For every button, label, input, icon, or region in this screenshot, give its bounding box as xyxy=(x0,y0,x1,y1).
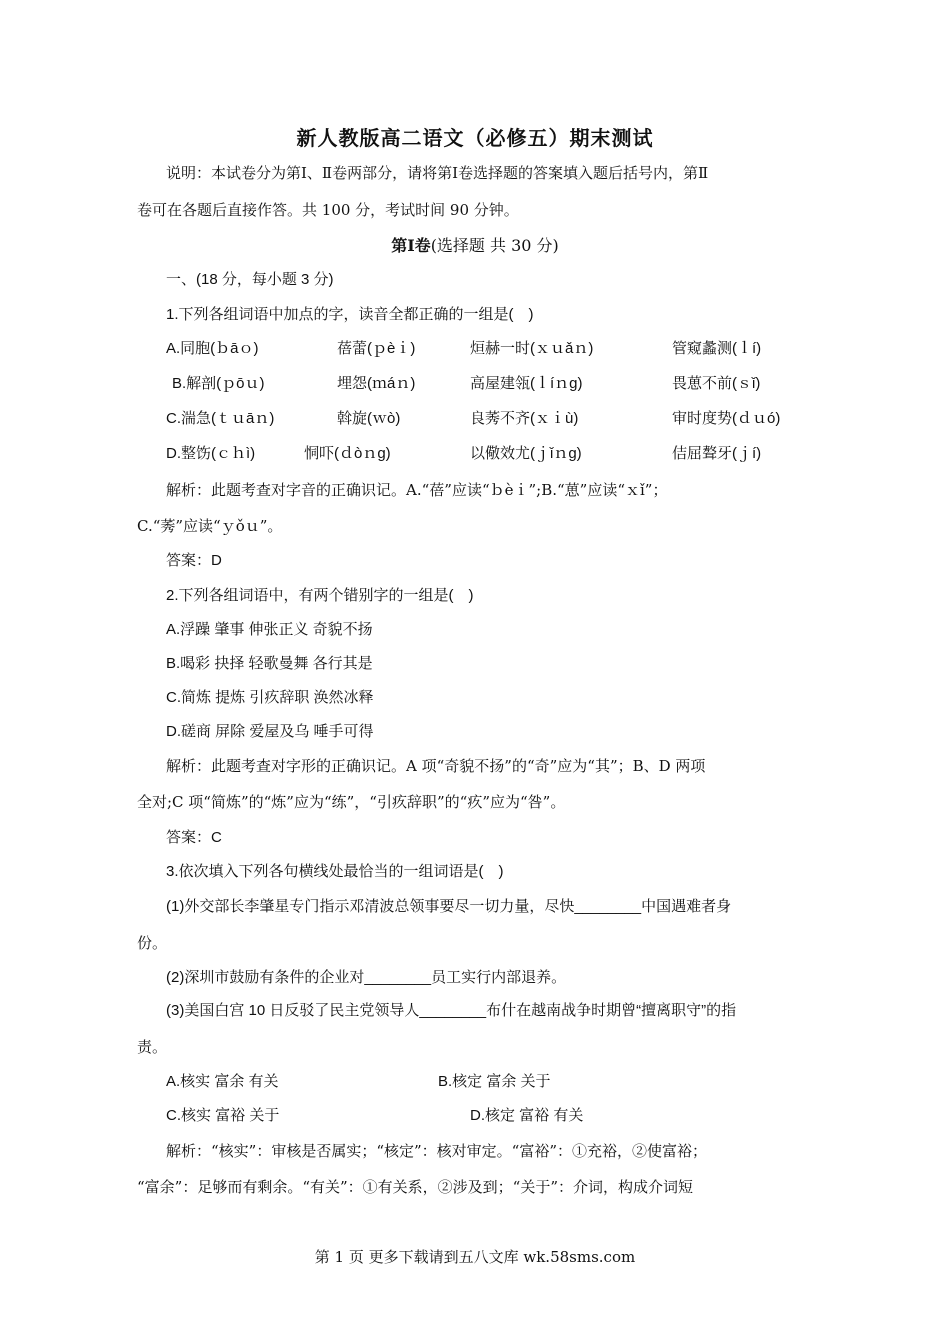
section-title xyxy=(0,236,950,256)
page-footer: 第 1 页 更多下载请到五八文库 wk.58sms.com xyxy=(314,1248,636,1266)
q2-option-b: B.喝彩 抉择 轻歌曼舞 各行其是 xyxy=(166,655,373,672)
q1-option-b-2: 埋怨(ｍáｎ) xyxy=(337,375,416,392)
q1-option-b-3: 高屋建瓴(ｌíｎg) xyxy=(470,375,583,392)
q2-analysis-line-1: 解析：此题考查对字形的正确识记。A 项“奇貌不扬”的“奇”应为“其”；B、D 两项 xyxy=(166,757,706,775)
q2-option-d: D.磋商 屏除 爱屋及乌 唾手可得 xyxy=(166,723,374,740)
q2-analysis-line-2: 全对;C 项“简炼”的“炼”应为“练”，“引疚辞职”的“疚”应为“咎”。 xyxy=(137,793,566,811)
q1-option-d-2: 恫吓(ｄòｎg) xyxy=(304,445,391,462)
q1-analysis-line-2: C.“莠”应读“ｙǒｕ”。 xyxy=(137,517,283,535)
q3-analysis-line-1: 解析：“核实”：审核是否属实；“核定”：核对审定。“富裕”：①充裕，②使富裕； xyxy=(166,1142,708,1160)
q1-option-d-4: 佶屈聱牙(ｊí) xyxy=(672,445,762,462)
q3-sentence-1-line-2: 份。 xyxy=(137,935,168,952)
q3-stem: 3.依次填入下列各句横线处最恰当的一组词语是( ) xyxy=(166,863,504,880)
q1-option-d-3: 以儆效尤(ｊǐｎg) xyxy=(470,445,582,462)
page-title: 新人教版高二语文（必修五）期末测试 xyxy=(296,126,654,150)
q3-option-a: A.核实 富余 有关 xyxy=(166,1073,279,1090)
q2-option-a: A.浮躁 肇事 伸张正义 奇貌不扬 xyxy=(166,621,373,638)
q2-option-c: C.简炼 提炼 引疚辞职 涣然冰释 xyxy=(166,689,374,706)
q3-sentence-3-line-2: 责。 xyxy=(137,1039,168,1056)
q3-option-b: B.核定 富余 关于 xyxy=(438,1073,551,1090)
q1-analysis-line-1: 解析：此题考查对字音的正确识记。A.“蓓”应读“ｂèｉ”;B.“葸”应读“ｘǐ”； xyxy=(166,481,668,499)
part-heading: 一、(18 分，每小题 3 分) xyxy=(166,271,334,288)
q1-option-a-1: A.同胞(ｂāｏ) xyxy=(166,340,259,357)
q3-option-c: C.核实 富裕 关于 xyxy=(166,1107,280,1124)
section-title-bold: 第Ⅰ卷 xyxy=(391,236,431,255)
q1-option-a-3: 烜赫一时(ｘｕǎｎ) xyxy=(470,340,594,357)
q1-option-c-2: 斡旋(ｗò) xyxy=(337,410,401,427)
q3-option-d: D.核定 富裕 有关 xyxy=(470,1107,584,1124)
q3-sentence-3-line-1: (3)美国白宫 10 日反驳了民主党领导人________布什在越南战争时期曾“擅离职守”的指 xyxy=(166,1002,737,1019)
q1-option-d-1: D.整饬(ｃｈì) xyxy=(166,445,256,462)
q1-option-a-2: 蓓蕾(ｐèｉ) xyxy=(337,340,416,357)
q3-sentence-2: (2)深圳市鼓励有条件的企业对________员工实行内部退养。 xyxy=(166,969,567,986)
q2-stem: 2.下列各组词语中，有两个错别字的一组是( ) xyxy=(166,587,474,604)
q2-answer: 答案：C xyxy=(166,829,222,846)
q3-analysis-line-2: “富余”：足够而有剩余。“有关”：①有关系，②涉及到；“关于”：介词，构成介词短 xyxy=(137,1178,694,1196)
q1-option-c-3: 良莠不齐(ｘｉù) xyxy=(470,410,579,427)
q1-option-a-4: 管窥蠡测(ｌí) xyxy=(672,340,762,357)
q1-stem: 1.下列各组词语中加点的字，读音全都正确的一组是( ) xyxy=(166,306,534,323)
intro-line-1: 说明：本试卷分为第Ⅰ、Ⅱ卷两部分，请将第Ⅰ卷选择题的答案填入题后括号内，第Ⅱ xyxy=(166,164,709,182)
q1-option-b-1: B.解剖(ｐōｕ) xyxy=(172,375,265,392)
q3-sentence-1-line-1: (1)外交部长李肇星专门指示邓清波总领事要尽一切力量，尽快________中国遇难者身 xyxy=(166,898,732,915)
q1-option-b-4: 畏葸不前(ｓǐ) xyxy=(672,375,761,392)
q1-option-c-1: C.湍急(ｔｕāｎ) xyxy=(166,410,275,427)
section-title-rest: (选择题 共 30 分) xyxy=(430,236,559,255)
intro-line-2: 卷可在各题后直接作答。共 100 分，考试时间 90 分钟。 xyxy=(137,201,519,219)
q1-option-c-4: 审时度势(ｄｕó) xyxy=(672,410,781,427)
q1-answer: 答案：D xyxy=(166,552,222,569)
